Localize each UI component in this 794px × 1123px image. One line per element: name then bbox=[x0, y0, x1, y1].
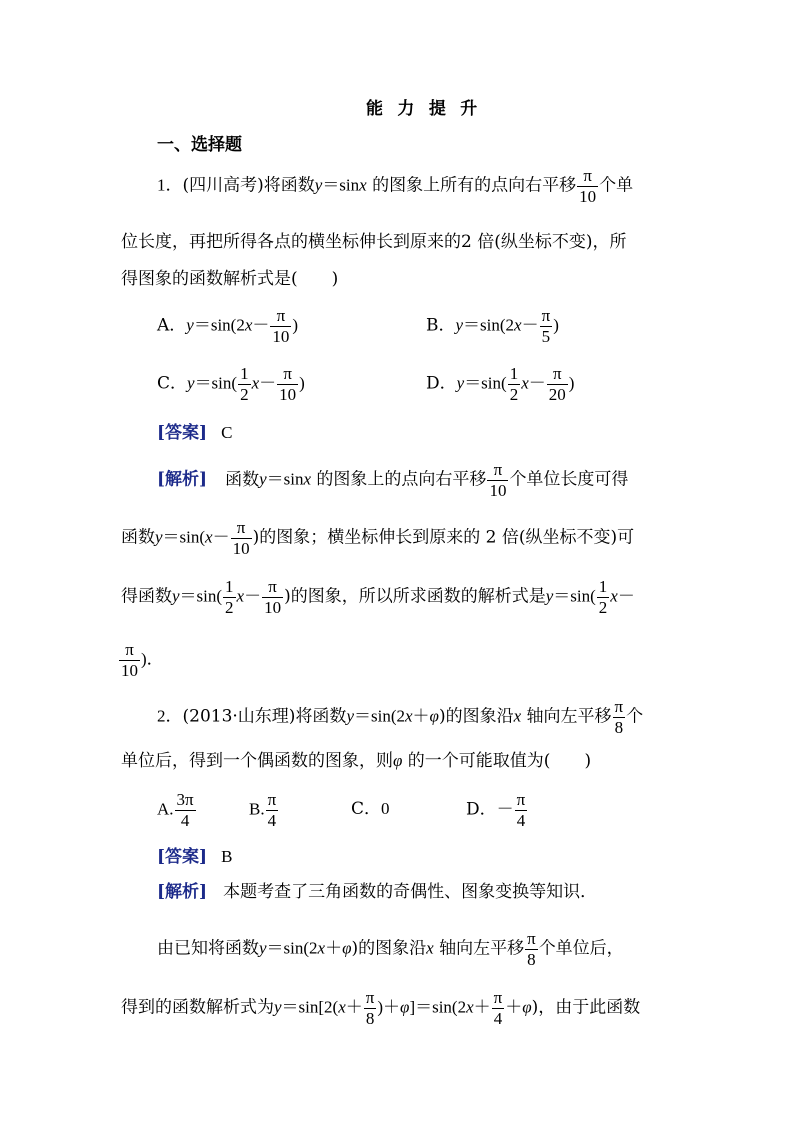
var-x: x bbox=[359, 175, 367, 195]
analysis-expr: ]＝sin(2 bbox=[409, 997, 467, 1017]
analysis-tag: [解析] bbox=[157, 469, 208, 490]
q1-text: 的图象上所有的点向右平移 bbox=[366, 175, 577, 196]
var-x: x bbox=[466, 997, 474, 1017]
q2-option-c bbox=[351, 800, 390, 818]
q2-text: 单位后，得到一个偶函数的图象，则 bbox=[121, 751, 393, 771]
analysis-text: 的图象上的点向右平移 bbox=[311, 469, 487, 490]
answer-tag: [答案] bbox=[157, 847, 208, 867]
analysis-text: 本题考查了三角函数的奇偶性、图象变换等知识． bbox=[223, 882, 598, 902]
q1-line3: 得图象的函数解析式是( ) bbox=[121, 269, 339, 289]
frac-den: 10 bbox=[232, 538, 250, 558]
option-expr: ＝sin( bbox=[194, 373, 238, 393]
frac-num: π bbox=[516, 790, 526, 809]
q1-option-c bbox=[157, 364, 305, 404]
q1-source: (四川高考) bbox=[182, 175, 264, 196]
option-expr: － bbox=[496, 799, 514, 819]
analysis-tag: [解析] bbox=[157, 882, 208, 902]
frac-den: 10 bbox=[279, 384, 297, 404]
q2-text: 将函数 bbox=[295, 706, 347, 727]
option-label: D． bbox=[466, 799, 497, 820]
var-y: y bbox=[186, 315, 194, 335]
frac-num: 1 bbox=[509, 364, 519, 383]
fraction bbox=[540, 306, 553, 346]
frac-num: π bbox=[262, 577, 283, 598]
frac-num: π bbox=[577, 166, 598, 187]
fraction-pi-over-8 bbox=[613, 697, 626, 737]
frac-num: 3π bbox=[176, 790, 194, 809]
frac-num: 1 bbox=[225, 577, 234, 596]
fraction bbox=[547, 364, 568, 404]
var-x: x bbox=[251, 373, 260, 393]
var-y: y bbox=[259, 469, 267, 489]
frac-den: 2 bbox=[598, 597, 608, 617]
analysis-expr: ＝sin( bbox=[162, 527, 206, 547]
q2-analysis-line2 bbox=[157, 929, 624, 969]
option-expr: － bbox=[521, 315, 539, 335]
fraction bbox=[119, 640, 140, 680]
section-heading: 一、选择题 bbox=[157, 135, 242, 155]
q1-analysis-line2 bbox=[121, 518, 634, 558]
frac-den: 10 bbox=[121, 660, 138, 680]
fraction bbox=[262, 577, 283, 617]
var-x: x bbox=[303, 469, 312, 489]
q2-expr: ＋ bbox=[412, 706, 430, 726]
analysis-text: 个单位后， bbox=[538, 938, 624, 959]
q2-line1 bbox=[157, 697, 643, 737]
analysis-expr: ＝sin bbox=[266, 469, 304, 489]
var-y: y bbox=[346, 706, 354, 726]
frac-den: 10 bbox=[272, 326, 290, 346]
q1-option-a bbox=[157, 306, 298, 346]
q1-analysis-line4 bbox=[118, 640, 164, 680]
q2-text: )的图象沿 bbox=[438, 706, 514, 727]
var-x: x bbox=[514, 315, 522, 335]
option-value: 0 bbox=[381, 799, 390, 818]
frac-den: 8 bbox=[527, 949, 536, 969]
analysis-text: 函数 bbox=[121, 527, 155, 548]
analysis-text: 函数 bbox=[225, 469, 260, 490]
analysis-expr: ＋ bbox=[473, 997, 491, 1017]
frac-num: 1 bbox=[240, 364, 249, 383]
frac-num: π bbox=[277, 364, 298, 385]
frac-num: π bbox=[493, 988, 503, 1007]
option-expr: － bbox=[259, 373, 277, 393]
frac-num: π bbox=[614, 697, 624, 716]
option-expr: ) bbox=[553, 315, 559, 335]
var-x: x bbox=[610, 586, 618, 606]
analysis-expr: ＋ bbox=[505, 997, 523, 1017]
option-label: A． bbox=[157, 315, 187, 336]
var-x: x bbox=[338, 997, 346, 1017]
fraction-half bbox=[508, 364, 521, 404]
analysis-expr: ＝sin( bbox=[179, 586, 223, 606]
analysis-expr: ＋ bbox=[345, 997, 363, 1017]
answer-value: B bbox=[221, 847, 233, 866]
q2-option-a bbox=[157, 790, 197, 830]
option-label: C． bbox=[157, 373, 188, 394]
analysis-text: 由已知将函数 bbox=[157, 938, 259, 959]
frac-den: 4 bbox=[180, 810, 190, 830]
analysis-expr: － bbox=[212, 527, 230, 547]
option-label: B． bbox=[426, 315, 456, 336]
frac-den: 10 bbox=[264, 597, 282, 617]
var-y: y bbox=[456, 373, 465, 393]
q2-source: (2013·山东理) bbox=[182, 706, 296, 727]
var-y: y bbox=[314, 175, 323, 195]
analysis-text: 得到的函数解析式为 bbox=[121, 997, 274, 1018]
var-phi: φ bbox=[342, 938, 352, 958]
option-label: D． bbox=[426, 373, 457, 394]
fraction bbox=[266, 790, 279, 830]
analysis-text: 得函数 bbox=[121, 586, 172, 607]
var-x: x bbox=[205, 527, 213, 547]
var-phi: φ bbox=[400, 997, 410, 1017]
frac-num: π bbox=[541, 306, 551, 325]
q2-text: 个 bbox=[626, 706, 644, 727]
q2-text: 轴向左平移 bbox=[521, 706, 612, 727]
frac-num: π bbox=[267, 790, 277, 809]
analysis-expr: － bbox=[244, 586, 262, 606]
analysis-expr: ＋ bbox=[325, 938, 343, 958]
var-x: x bbox=[521, 373, 529, 393]
var-x: x bbox=[404, 706, 413, 726]
frac-den: 2 bbox=[509, 384, 519, 404]
analysis-text: )，由于此函数 bbox=[531, 997, 641, 1018]
var-y: y bbox=[187, 373, 195, 393]
var-phi: φ bbox=[522, 997, 532, 1017]
var-phi: φ bbox=[429, 706, 439, 726]
frac-num: π bbox=[527, 929, 536, 948]
option-expr: ) bbox=[299, 373, 305, 393]
option-expr: ) bbox=[292, 315, 299, 335]
analysis-text: )的图象沿 bbox=[351, 938, 427, 959]
q1-analysis-line1 bbox=[157, 460, 628, 500]
var-phi: φ bbox=[393, 751, 403, 770]
q2-number: 2． bbox=[157, 706, 183, 726]
q1-analysis-line3 bbox=[121, 577, 635, 617]
q1-number: 1． bbox=[157, 175, 183, 195]
frac-num: 1 bbox=[598, 577, 608, 596]
q2-analysis-line1 bbox=[157, 884, 597, 901]
var-y: y bbox=[155, 527, 163, 547]
q1-option-b bbox=[426, 306, 559, 346]
fraction bbox=[515, 790, 528, 830]
frac-den: 8 bbox=[614, 717, 624, 737]
option-expr: － bbox=[252, 315, 270, 335]
fraction bbox=[231, 518, 252, 558]
q1-option-d bbox=[426, 364, 574, 404]
frac-den: 4 bbox=[493, 1008, 503, 1028]
var-x: x bbox=[317, 938, 326, 958]
frac-num: π bbox=[231, 518, 252, 539]
q2-option-b bbox=[249, 790, 279, 830]
frac-num: π bbox=[270, 306, 291, 327]
var-x: x bbox=[244, 315, 253, 335]
q1-line2: 位长度，再把所得各点的横坐标伸长到原来的2 倍(纵坐标不变)，所 bbox=[121, 232, 627, 252]
analysis-expr: )＋ bbox=[377, 997, 401, 1017]
q2-text: 的一个可能取值为( ) bbox=[402, 751, 592, 771]
q2-line2 bbox=[121, 752, 591, 770]
frac-den: 4 bbox=[267, 810, 277, 830]
frac-den: 10 bbox=[489, 480, 507, 500]
fraction bbox=[525, 929, 538, 969]
option-expr: ) bbox=[568, 373, 575, 393]
var-x: x bbox=[513, 706, 522, 726]
fraction bbox=[492, 988, 505, 1028]
frac-den: 8 bbox=[365, 1008, 375, 1028]
analysis-text: 个单位长度可得 bbox=[509, 469, 629, 490]
page-title: 能 力 提 升 bbox=[366, 99, 482, 119]
var-y: y bbox=[259, 938, 267, 958]
fraction-half bbox=[238, 364, 251, 404]
q1-text: 个单 bbox=[599, 175, 634, 196]
analysis-expr: ＝sin(2 bbox=[266, 938, 318, 958]
q1-text: 将函数 bbox=[263, 175, 315, 196]
frac-den: 5 bbox=[541, 326, 551, 346]
frac-den: 2 bbox=[225, 597, 234, 617]
option-label: A. bbox=[157, 799, 174, 819]
frac-num: π bbox=[365, 988, 375, 1007]
answer-value: C bbox=[221, 423, 233, 442]
option-label: C． bbox=[351, 799, 382, 819]
frac-num: π bbox=[487, 460, 508, 481]
fraction bbox=[487, 460, 508, 500]
q1-line1 bbox=[157, 166, 633, 206]
frac-den: 4 bbox=[516, 810, 526, 830]
frac-den: 2 bbox=[240, 384, 249, 404]
q1-answer bbox=[157, 424, 232, 442]
analysis-expr: ＝sin[2( bbox=[281, 997, 339, 1017]
var-y: y bbox=[172, 586, 180, 606]
fraction-half bbox=[597, 577, 610, 617]
var-x: x bbox=[236, 586, 245, 606]
analysis-expr: )． bbox=[141, 649, 164, 669]
var-y: y bbox=[274, 997, 282, 1017]
fraction-half bbox=[223, 577, 236, 617]
analysis-text: 轴向左平移 bbox=[433, 938, 525, 959]
fraction bbox=[364, 988, 377, 1028]
var-y: y bbox=[455, 315, 464, 335]
var-y: y bbox=[545, 586, 554, 606]
analysis-text: )的图象，所以所求函数的解析式是 bbox=[284, 586, 546, 607]
analysis-expr: ＝sin( bbox=[553, 586, 596, 606]
fraction-pi-over-10 bbox=[577, 166, 598, 206]
option-label: B. bbox=[249, 799, 265, 819]
option-expr: ＝sin(2 bbox=[463, 315, 515, 335]
fraction bbox=[270, 306, 291, 346]
q2-analysis-line3 bbox=[121, 988, 640, 1028]
option-expr: ＝sin( bbox=[464, 373, 507, 393]
option-expr: ＝sin(2 bbox=[193, 315, 245, 335]
frac-num: π bbox=[119, 640, 140, 661]
q2-option-d bbox=[466, 790, 528, 830]
frac-den: 20 bbox=[548, 384, 566, 404]
analysis-text: )的图象；横坐标伸长到原来的 2 倍(纵坐标不变)可 bbox=[252, 527, 635, 548]
option-expr: － bbox=[528, 373, 546, 393]
q2-answer bbox=[157, 848, 232, 866]
var-x: x bbox=[426, 938, 434, 958]
answer-tag: [答案] bbox=[157, 423, 208, 443]
analysis-expr: － bbox=[617, 586, 635, 606]
fraction bbox=[175, 790, 196, 830]
frac-num: π bbox=[547, 364, 568, 385]
fraction bbox=[277, 364, 298, 404]
frac-den: 10 bbox=[579, 186, 597, 206]
q2-expr: ＝sin(2 bbox=[353, 706, 405, 726]
q1-eq: ＝sin bbox=[322, 175, 360, 195]
